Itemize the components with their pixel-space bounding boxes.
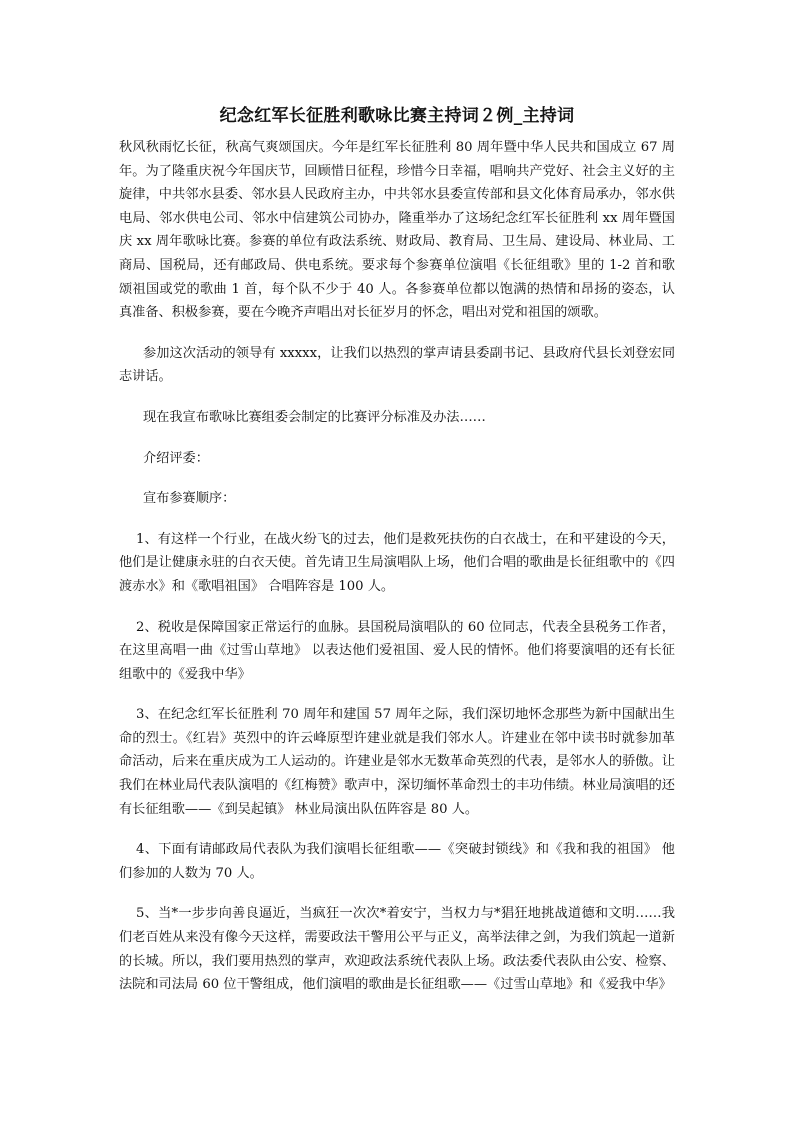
paragraph-judges: 介绍评委：	[143, 450, 209, 466]
paragraph-item-2: 2、税收是保障国家正常运行的血脉。县国税局演唱队的 60 位同志，代表全县税务工作者，在这里高唱一曲《过雪山草地》 以表达他们爱祖国、爱人民的情怀。他们将要演唱的还有长征组歌中的《爱我中华》	[119, 619, 675, 682]
page-title: 纪念红军长征胜利歌咏比赛主持词２例_主持词	[219, 106, 575, 126]
paragraph-item-3: 3、在纪念红军长征胜利 70 周年和建国 57 周年之际，我们深切地怀念那些为新中国献出生命的烈士。《红岩》英烈中的许云峰原型许建业就是我们邻水人。许建业在邻中读书时就参加革命活动，后来在重庆成为工人运动的。许建业是邻水无数革命英烈的代表，是邻水人的骄傲。让我们在林业局代表队演唱的《红梅赞》歌声中，深切缅怀革命烈士的丰功伟绩。林业局演唱的还有长征组歌——《到吴起镇》 林业局演出队伍阵容是 80 人。	[119, 707, 675, 817]
document-body	[119, 136, 675, 997]
paragraph-item-1: 1、有这样一个行业，在战火纷飞的过去，他们是救死扶伤的白衣战士，在和平建设的今天，他们是让健康永驻的白衣天使。首先请卫生局演唱队上场，他们合唱的歌曲是长征组歌中的《四渡赤水》和《歌唱祖国》 合唱阵容是 100 人。	[119, 531, 675, 594]
paragraph-item-4: 4、下面有请邮政局代表队为我们演唱长征组歌——《突破封锁线》和《我和我的祖国》 他们参加的人数为 70 人。	[119, 842, 675, 881]
paragraph-leaders: 参加这次活动的领导有 xxxxx，让我们以热烈的掌声请县委副书记、县政府代县长刘登宏同志讲话。	[119, 345, 675, 385]
paragraph-scoring-rules: 现在我宣布歌咏比赛组委会制定的比赛评分标准及办法……	[143, 409, 486, 425]
paragraph-intro: 秋风秋雨忆长征，秋高气爽颂国庆。今年是红军长征胜利 80 周年暨中华人民共和国成立 67 周年。为了隆重庆祝今年国庆节，回顾惜日征程，珍惜今日幸福，唱响共产党好、社会主义好的主旋律，中共邻水县委、邻水县人民政府主办，中共邻水县委宣传部和县文化体育局承办，邻水供电局、邻水供电公司、邻水中信建筑公司协办，隆重举办了这场纪念红军长征胜利 xx 周年暨国庆 xx 周年歌咏比赛。参赛的单位有政法系统、财政局、教育局、卫生局、建设局、林业局、工商局、国税局，还有邮政局、供电系统。要求每个参赛单位演唱《长征组歌》里的 1-2 首和歌颂祖国或党的歌曲 1 首，每个队不少于 40 人。各参赛单位都以饱满的热情和昂扬的姿态，认真准备、积极参赛，要在今晚齐声唱出对长征岁月的怀念，唱出对党和祖国的颂歌。	[119, 140, 675, 321]
paragraph-order: 宣布参赛顺序：	[143, 491, 236, 507]
paragraph-item-5: 5、当*一步步向善良逼近，当疯狂一次次*着安宁，当权力与*猖狂地挑战道德和文明……我们老百姓从来没有像今天这样，需要政法干警用公平与正义，高举法律之剑，为我们筑起一道新的长城。所以，我们要用热烈的掌声，欢迎政法系统代表队上场。政法委代表队由公安、检察、法院和司法局 60 位干警组成，他们演唱的歌曲是长征组歌——《过雪山草地》和《爱我中华》	[119, 906, 675, 993]
